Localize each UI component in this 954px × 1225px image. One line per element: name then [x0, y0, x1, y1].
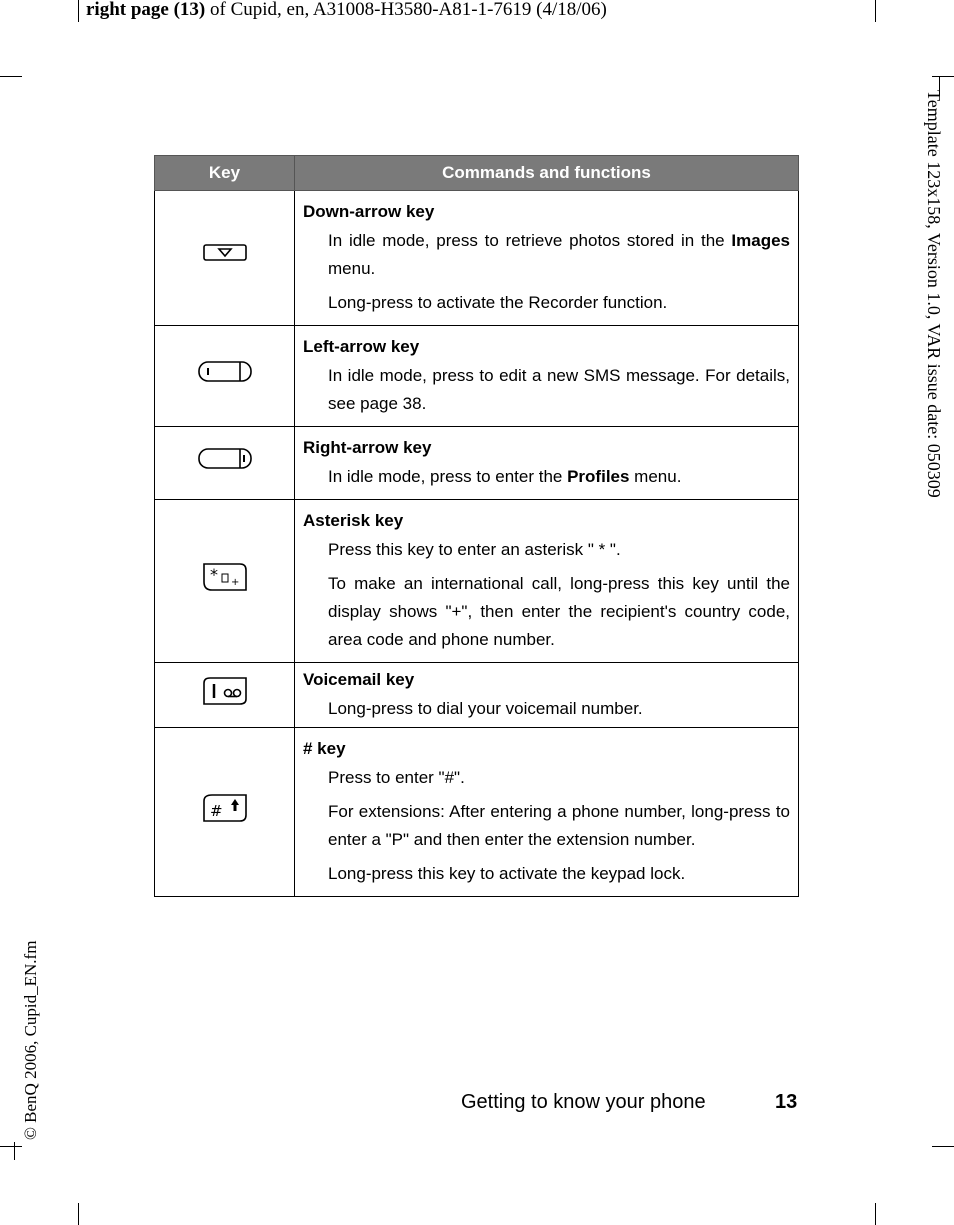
hash-key-icon: [200, 791, 250, 825]
key-title: Down-arrow key: [303, 202, 435, 221]
asterisk-key-icon: [200, 560, 250, 594]
crop-mark: [932, 76, 954, 77]
crop-mark: [0, 76, 22, 77]
text-span: In idle mode, press to retrieve photos stored in the: [328, 231, 732, 250]
key-title: Asterisk key: [303, 511, 404, 530]
svg-text:+: +: [230, 576, 239, 588]
description-cell: [295, 728, 799, 897]
svg-text:#: #: [209, 801, 223, 820]
description-cell: [295, 663, 799, 728]
description-text: [303, 463, 790, 491]
page-header: [86, 0, 607, 20]
page-number: 13: [775, 1091, 798, 1113]
table-row: [155, 663, 799, 728]
crop-mark: [78, 1203, 79, 1225]
header-bold: right page (13): [86, 0, 206, 20]
table-row: [155, 191, 799, 326]
crop-mark: [875, 1203, 876, 1225]
crop-mark: [932, 1146, 954, 1147]
crop-mark: [78, 0, 79, 22]
key-cell: [155, 500, 295, 663]
description-cell: [295, 500, 799, 663]
description-text: In idle mode, press to edit a new SMS message. For details, see page 38.: [328, 366, 790, 413]
description-text: To make an international call, long-press this key until the display shows "+", then enter the recipient's country code, area code and phone number.: [328, 574, 790, 649]
table-row: [155, 427, 799, 500]
description-text: Long-press to dial your voicemail number.: [328, 699, 643, 718]
text-span: menu.: [629, 467, 682, 486]
key-table: [154, 155, 799, 897]
table-row: [155, 326, 799, 427]
col-commands-header: Commands and functions: [295, 156, 799, 191]
voicemail-key-icon: [200, 675, 250, 707]
description-cell: [295, 427, 799, 500]
right-arrow-key-icon: [196, 446, 254, 472]
col-key-header: Key: [155, 156, 295, 191]
key-cell: [155, 326, 295, 427]
key-cell: [155, 191, 295, 326]
template-info: Template 123x158, Version 1.0, VAR issue date: 050309: [924, 90, 944, 498]
key-cell: [155, 728, 295, 897]
description-text: Press this key to enter an asterisk " * ".: [328, 540, 621, 559]
description-text: Press to enter "#".: [328, 768, 465, 787]
description-text: [303, 227, 790, 283]
menu-name: Profiles: [567, 467, 630, 486]
text-span: menu.: [328, 259, 376, 278]
menu-name: Images: [731, 231, 790, 250]
key-title: # key: [303, 739, 346, 758]
key-title: Right-arrow key: [303, 438, 432, 457]
key-cell: [155, 663, 295, 728]
svg-text:*: *: [209, 564, 218, 584]
text-span: In idle mode, press to enter the: [328, 467, 568, 486]
side-rule: [14, 1142, 15, 1160]
description-text: Long-press to activate the Recorder function.: [328, 293, 668, 312]
table-row: [155, 728, 799, 897]
crop-mark: [0, 1146, 22, 1147]
table-row: [155, 500, 799, 663]
description-text: Long-press this key to activate the keypad lock.: [328, 864, 686, 883]
description-cell: [295, 191, 799, 326]
left-arrow-key-icon: [196, 359, 254, 385]
key-title: Voicemail key: [303, 670, 415, 689]
footer-title: Getting to know your phone: [461, 1091, 706, 1113]
description-cell: [295, 326, 799, 427]
key-title: Left-arrow key: [303, 337, 420, 356]
description-text: For extensions: After entering a phone number, long-press to enter a "P" and then enter the extension number.: [328, 802, 790, 849]
header-rest: of Cupid, en, A31008-H3580-A81-1-7619 (4/18/06): [205, 0, 607, 20]
down-arrow-key-icon: [202, 243, 248, 265]
copyright: © BenQ 2006, Cupid_EN.fm: [21, 940, 40, 1140]
table-header-row: [155, 156, 799, 191]
key-cell: [155, 427, 295, 500]
crop-mark: [875, 0, 876, 22]
